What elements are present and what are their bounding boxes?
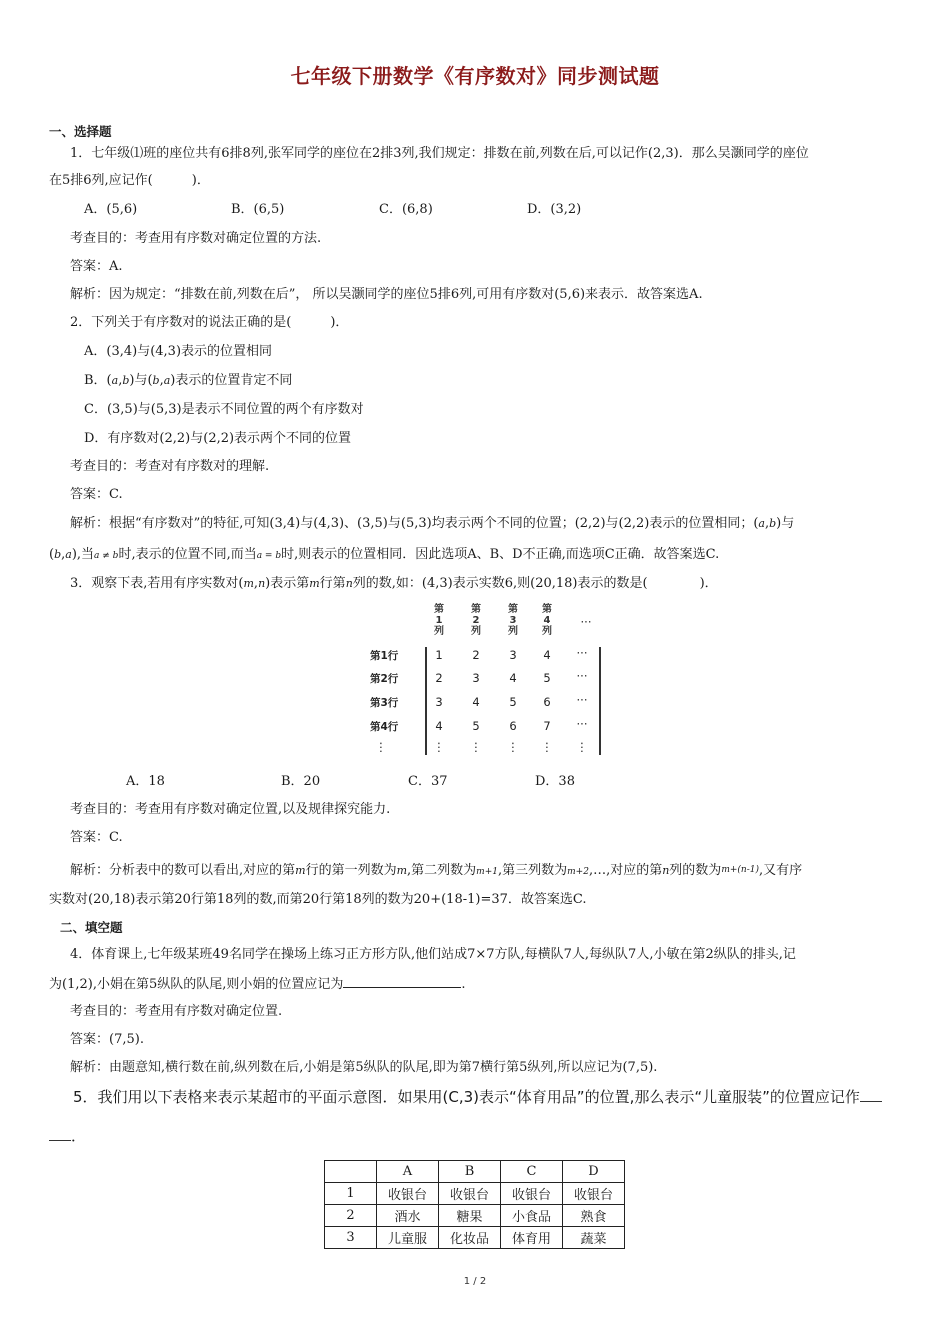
table-cell: 化妆品 xyxy=(439,1227,501,1249)
q3-option-b: B．20 xyxy=(281,774,321,789)
q2-option-a: A．(3,4)与(4,3)表示的位置相同 xyxy=(84,344,273,359)
q1-stem-line2: 在5排6列,应记作( )． xyxy=(49,173,210,188)
table-cell: 儿童服 xyxy=(377,1227,439,1249)
table-cell: 糖果 xyxy=(439,1205,501,1227)
row-label-3: 第3行 xyxy=(370,697,399,709)
left-bar xyxy=(425,647,427,755)
q1-stem-line1: 1．七年级⑴班的座位共有6排8列,张军同学的座位在2排3列,我们规定：排数在前,列数在后,可以记作(2,3)．那么吴灏同学的座位 xyxy=(70,146,809,161)
table-row xyxy=(325,1205,625,1227)
cell: 3 xyxy=(509,648,517,662)
q4-answer-blank[interactable] xyxy=(343,975,461,988)
q3-number-table-figure xyxy=(370,600,602,758)
table-cell: 收银台 xyxy=(563,1183,625,1205)
vdots: ⋮ xyxy=(507,740,519,754)
row-ellipsis: ··· xyxy=(576,646,588,660)
vdots: ⋮ xyxy=(470,740,482,754)
q4-stem-line1: 4．体育课上,七年级某班49名同学在操场上练习正方形方队,他们站成7×7方队,每横队7人,每纵队7人,小敏在第2纵队的排头,记 xyxy=(70,947,796,962)
col-header-4: 第 4 列 xyxy=(542,604,552,637)
right-bar xyxy=(599,647,601,755)
table-cell: 收银台 xyxy=(501,1183,563,1205)
q3-analysis-line2: 实数对(20,18)表示第20行第18列的数,而第20行第18列的数为20+(18-1)=37．故答案选C. xyxy=(49,892,587,907)
q2-option-d: D．有序数对(2,2)与(2,2)表示两个不同的位置 xyxy=(84,431,352,446)
table-header-cell: D xyxy=(563,1161,625,1183)
table-row xyxy=(325,1227,625,1249)
table-cell: 1 xyxy=(325,1183,377,1205)
q3-answer: 答案：C. xyxy=(70,830,123,845)
q2-analysis-line1: 解析：根据“有序数对”的特征,可知(3,4)与(4,3)、(3,5)与(5,3)均表示两个不同的位置；(2,2)与(2,2)表示的位置相同；(a,b)与 xyxy=(70,516,795,531)
table-header-cell: B xyxy=(439,1161,501,1183)
q5-stem-line2: ． xyxy=(49,1127,86,1145)
cell: 4 xyxy=(543,648,551,662)
q4-analysis: 解析：由题意知,横行数在前,纵列数在后,小娟是第5纵队的队尾,即为第7横行第5纵列,所以应记为(7,5). xyxy=(70,1060,658,1075)
q1-option-d: D．(3,2) xyxy=(527,202,582,217)
q2-option-c: C．(3,5)与(5,3)是表示不同位置的两个有序数对 xyxy=(84,402,364,417)
supermarket-table xyxy=(324,1160,625,1249)
table-cell: 3 xyxy=(325,1227,377,1249)
cell: 2 xyxy=(472,648,480,662)
vdots: ⋮ xyxy=(541,740,553,754)
row-label-1: 第1行 xyxy=(370,650,399,662)
cell: 6 xyxy=(509,719,517,733)
vdots: ⋮ xyxy=(375,740,387,754)
row-ellipsis: ··· xyxy=(576,693,588,707)
page-number: 1 / 2 xyxy=(463,1276,487,1287)
cell: 5 xyxy=(543,671,551,685)
row-label-4: 第4行 xyxy=(370,721,399,733)
table-cell: 蔬菜 xyxy=(563,1227,625,1249)
table-cell: 收银台 xyxy=(377,1183,439,1205)
q2-analysis-line2: (b,a),当a ≠ b时,表示的位置不同,而当a = b时,则表示的位置相同．因此选项A、B、D不正确,而选项C正确．故答案选C. xyxy=(49,547,720,562)
q2-purpose: 考查目的：考查对有序数对的理解. xyxy=(70,459,270,474)
row-label-2: 第2行 xyxy=(370,673,399,685)
q2-option-b: B．(a,b)与(b,a)表示的位置肯定不同 xyxy=(84,373,293,388)
vdots: ⋮ xyxy=(433,740,445,754)
cell: 3 xyxy=(472,671,480,685)
q1-analysis: 解析：因为规定：“排数在前,列数在后”， 所以吴灏同学的座位5排6列,可用有序数对(5,6)来表示．故答案选A. xyxy=(70,287,703,302)
section-heading-choice: 一、选择题 xyxy=(49,124,112,139)
cell: 1 xyxy=(435,648,443,662)
col-header-1: 第 1 列 xyxy=(434,604,444,637)
q5-answer-blank-part2[interactable] xyxy=(49,1127,71,1141)
q5-stem-line1: 5．我们用以下表格来表示某超市的平面示意图．如果用(C,3)表示“体育用品”的位置,那么表示“儿童服装”的位置应记作 xyxy=(73,1088,882,1106)
cell: 3 xyxy=(435,695,443,709)
section-heading-fill: 二、填空题 xyxy=(60,920,123,935)
q3-purpose: 考查目的：考查用有序数对确定位置,以及规律探究能力. xyxy=(70,802,391,817)
cell: 5 xyxy=(509,695,517,709)
table-header-cell: C xyxy=(501,1161,563,1183)
table-cell xyxy=(325,1161,377,1183)
table-cell: 体育用 xyxy=(501,1227,563,1249)
table-row xyxy=(325,1183,625,1205)
cell: 4 xyxy=(472,695,480,709)
cell: 4 xyxy=(509,671,517,685)
q3-option-c: C．37 xyxy=(408,774,448,789)
header-ellipsis: ··· xyxy=(580,615,592,629)
q1-option-a: A．(5,6) xyxy=(84,202,138,217)
cell: 5 xyxy=(472,719,480,733)
q3-option-a: A．18 xyxy=(126,774,165,789)
cell: 4 xyxy=(435,719,443,733)
col-header-2: 第 2 列 xyxy=(471,604,481,637)
table-row xyxy=(325,1161,625,1183)
q1-option-c: C．(6,8) xyxy=(379,202,433,217)
table-cell: 小食品 xyxy=(501,1205,563,1227)
col-header-3: 第 3 列 xyxy=(508,604,518,637)
table-cell: 酒水 xyxy=(377,1205,439,1227)
row-ellipsis: ··· xyxy=(576,717,588,731)
row-ellipsis: ··· xyxy=(576,669,588,683)
q4-stem-line2: 为(1,2),小娟在第5纵队的队尾,则小娟的位置应记为 . xyxy=(49,977,466,992)
table-cell: 2 xyxy=(325,1205,377,1227)
page-title: 七年级下册数学《有序数对》同步测试题 xyxy=(290,64,660,88)
q1-option-b: B．(6,5) xyxy=(231,202,285,217)
q2-answer: 答案：C. xyxy=(70,487,123,502)
q4-purpose: 考查目的：考查用有序数对确定位置. xyxy=(70,1004,283,1019)
cell: 2 xyxy=(435,671,443,685)
table-header-cell: A xyxy=(377,1161,439,1183)
vdots: ⋮ xyxy=(576,740,588,754)
q3-analysis-line1: 解析：分析表中的数可以看出,对应的第m行的第一列数为m,第二列数为m+1,第三列数为m+2,…,对应的第n列的数为m+(n-1),又有序 xyxy=(70,863,803,878)
q3-stem: 3．观察下表,若用有序实数对(m,n)表示第m行第n列的数,如：(4,3)表示实数6,则(20,18)表示的数是( )． xyxy=(70,576,718,591)
cell: 7 xyxy=(543,719,551,733)
q4-answer: 答案：(7,5). xyxy=(70,1032,144,1047)
table-cell: 熟食 xyxy=(563,1205,625,1227)
q5-answer-blank-part1[interactable] xyxy=(860,1088,882,1102)
q1-answer: 答案：A. xyxy=(70,259,123,274)
q1-purpose: 考查目的：考查用有序数对确定位置的方法. xyxy=(70,231,322,246)
cell: 6 xyxy=(543,695,551,709)
q2-stem: 2．下列关于有序数对的说法正确的是( )． xyxy=(70,315,349,330)
table-cell: 收银台 xyxy=(439,1183,501,1205)
q3-option-d: D．38 xyxy=(535,774,575,789)
